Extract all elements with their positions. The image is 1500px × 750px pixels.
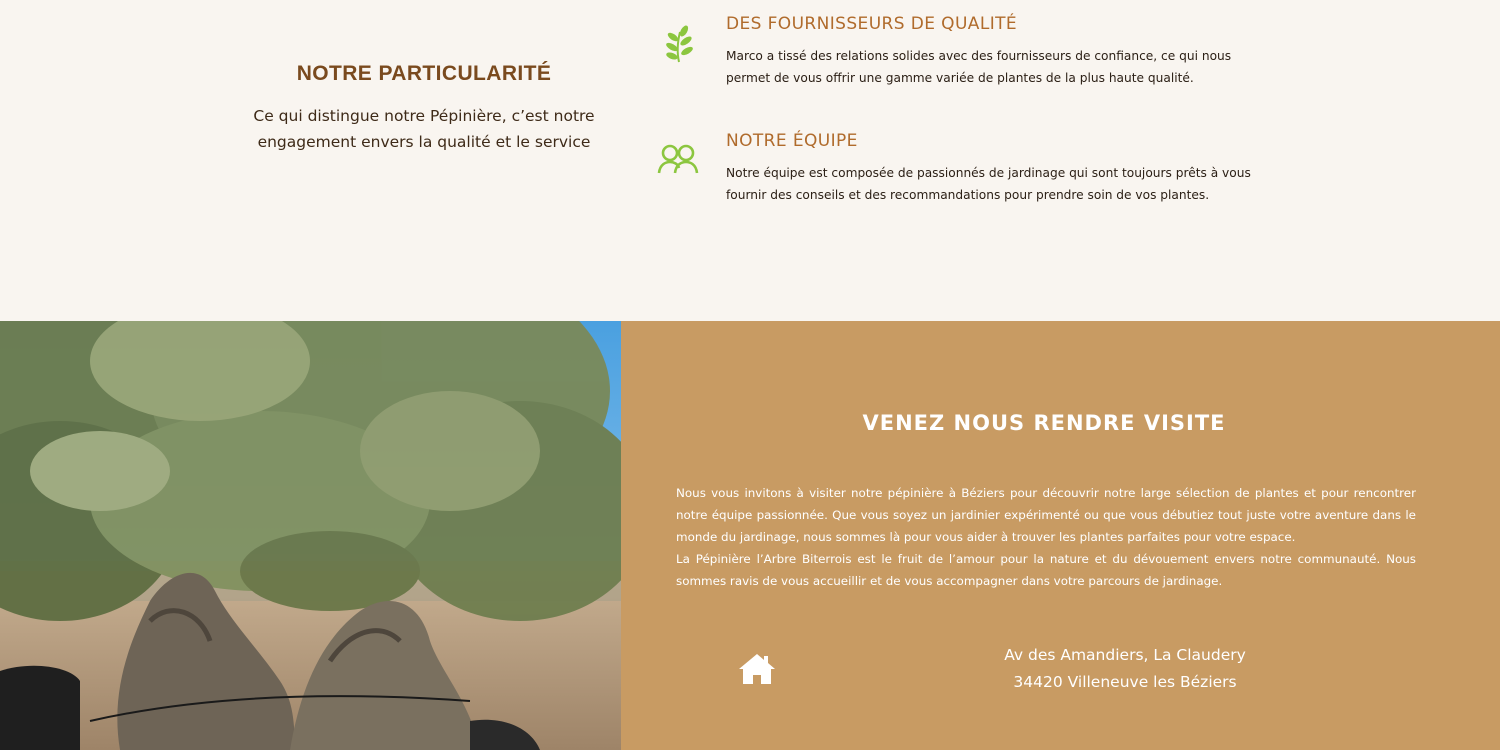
leaf-sprig-icon [656,22,700,66]
particularite-section [0,0,1500,321]
address-line-2: 34420 Villeneuve les Béziers [1013,673,1237,691]
feature-suppliers-title: DES FOURNISSEURS DE QUALITÉ [726,14,1018,34]
feature-team-title: NOTRE ÉQUIPE [726,131,858,151]
address [965,642,1285,696]
home-icon [737,652,777,686]
particularite-block [224,62,624,155]
visit-paragraph-2: La Pépinière l’Arbre Biterrois est le fruit de l’amour pour la nature et du dévouement envers notre communauté. Nous sommes ravis de vous accueillir et de vous accompagner dans votre parcours de jardinage. [676,552,1416,588]
visit-section [621,321,1500,750]
visit-title: VENEZ NOUS RENDRE VISITE [862,411,1226,435]
particularite-text: Ce qui distingue notre Pépinière, c’est notre engagement envers la qualité et le service [253,107,595,151]
team-users-icon [656,139,700,183]
visit-description [676,482,1416,592]
visit-paragraph-1: Nous vous invitons à visiter notre pépinière à Béziers pour découvrir notre large sélection de plantes et pour rencontrer notre équipe passionnée. Que vous soyez un jardinier expérimenté ou que vous débutiez tout juste votre aventure dans le monde du jardinage, nous sommes là pour vous aider à trouver les plantes parfaites pour votre espace. [676,486,1416,544]
feature-team-text: Notre équipe est composée de passionnés de jardinage qui sont toujours prêts à vous fournir des conseils et des recommandations pour prendre soin de vos plantes. [726,166,1251,202]
feature-suppliers-text: Marco a tissé des relations solides avec des fournisseurs de confiance, ce qui nous permet de vous offrir une gamme variée de plantes de la plus haute qualité. [726,49,1232,85]
address-line-1: Av des Amandiers, La Claudery [1004,646,1246,664]
olive-tree-photo [0,321,621,750]
particularite-title: NOTRE PARTICULARITÉ [296,62,552,85]
